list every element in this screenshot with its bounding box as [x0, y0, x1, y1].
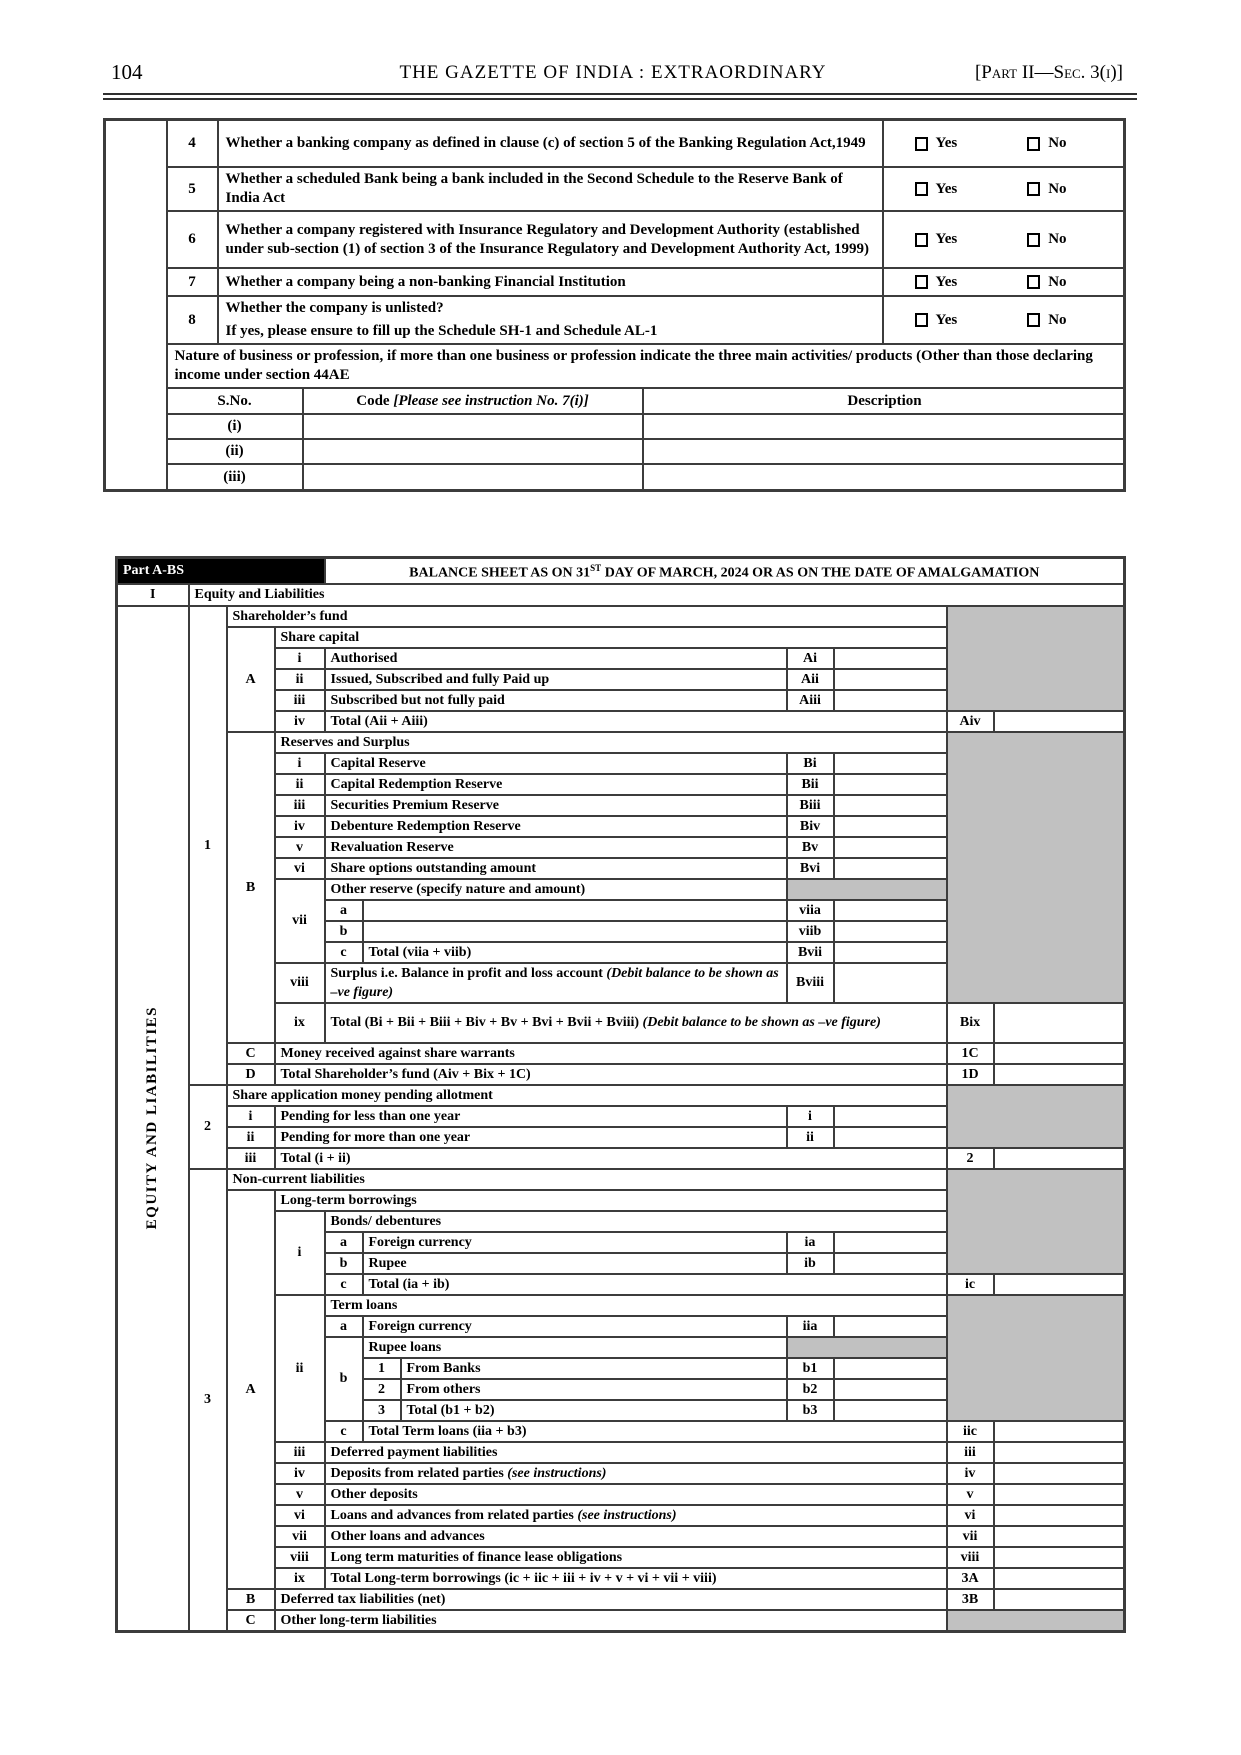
business-table-row	[168, 414, 1125, 439]
no-checkbox[interactable]	[1027, 233, 1040, 247]
description-header: Description	[643, 388, 1125, 414]
bs-row	[117, 1043, 1125, 1064]
bs-item-label: Other reserve (specify nature and amount)	[325, 879, 787, 900]
bs-section-label: Term loans	[325, 1295, 947, 1316]
no-option[interactable]	[1027, 273, 1066, 292]
bs-row	[117, 606, 1125, 627]
bs-index-cell: vii	[275, 1526, 325, 1547]
bs-gray-cell	[947, 1610, 1125, 1632]
bs-value-box[interactable]	[994, 711, 1125, 732]
yes-no-cell	[883, 211, 1125, 268]
bs-index-cell: ii	[275, 1295, 325, 1442]
question-text: Whether a company being a non-banking Financial Institution	[218, 268, 883, 296]
bs-index-cell: iv	[275, 711, 325, 732]
bs-section-label: Bonds/ debentures	[325, 1211, 947, 1232]
no-label: No	[1048, 311, 1067, 328]
bs-code-label: Aiv	[947, 711, 994, 732]
no-option[interactable]	[1027, 311, 1066, 330]
bs-side-label-cell	[117, 606, 189, 1632]
bs-index-cell: 3	[189, 1169, 227, 1632]
bs-code-label: 1C	[947, 1043, 994, 1064]
bs-index-cell: c	[325, 1421, 363, 1442]
business-code-cell[interactable]	[303, 414, 643, 439]
bs-value-box[interactable]	[994, 1505, 1125, 1526]
bs-item-label: Share options outstanding amount	[325, 858, 787, 879]
bs-fill-box[interactable]	[363, 900, 787, 921]
equity-liabilities-side-label: EQUITY AND LIABILITIES	[144, 1006, 161, 1230]
bs-item-label: Deposits from related parties (see instructions)	[325, 1463, 947, 1484]
bs-index-cell: iv	[275, 816, 325, 837]
bs-code-label: iia	[787, 1316, 834, 1337]
bs-value-box[interactable]	[994, 1526, 1125, 1547]
no-option[interactable]	[1027, 230, 1066, 249]
bs-index-cell: i	[227, 1106, 275, 1127]
bs-code-label: Bvi	[787, 858, 834, 879]
left-margin-cell	[105, 120, 167, 491]
bs-row	[117, 732, 1125, 753]
bs-index-cell: a	[325, 900, 363, 921]
bs-row	[117, 1085, 1125, 1106]
question-text: Whether a company registered with Insurance Regulatory and Development Authority (established under sub-section (1) of section 3 of the Insurance Regulatory and Development Authority Act, 1999)	[218, 211, 883, 268]
question-number: 8	[168, 296, 218, 344]
yes-option[interactable]	[915, 230, 958, 249]
yes-label: Yes	[935, 311, 958, 328]
question-number: 5	[168, 167, 218, 211]
bs-code-label: Bviii	[787, 963, 834, 1003]
bs-value-box[interactable]	[994, 1043, 1125, 1064]
yes-checkbox[interactable]	[915, 313, 928, 327]
bs-index-cell: 2	[189, 1085, 227, 1169]
bs-index-cell: c	[325, 1274, 363, 1295]
bs-value-box[interactable]	[994, 1568, 1125, 1589]
bs-code-label: Bvii	[787, 942, 834, 963]
bs-gray-cell	[787, 1337, 947, 1358]
bs-value-box[interactable]	[834, 921, 947, 942]
bs-value-box[interactable]	[834, 753, 947, 774]
bs-value-box[interactable]	[834, 774, 947, 795]
balance-sheet-table	[115, 556, 1126, 1633]
bs-item-label: Capital Reserve	[325, 753, 787, 774]
bs-value-box[interactable]	[834, 942, 947, 963]
bs-value-box[interactable]	[834, 648, 947, 669]
question-row	[168, 268, 1125, 296]
bs-code-label: i	[787, 1106, 834, 1127]
bs-value-box[interactable]	[834, 1106, 947, 1127]
bs-index-cell: ix	[275, 1568, 325, 1589]
business-table-row	[168, 464, 1125, 489]
bs-value-box[interactable]	[994, 1003, 1125, 1043]
bs-index-cell: A	[227, 1190, 275, 1589]
bs-gray-cell	[947, 1085, 1125, 1148]
code-header: Code [Please see instruction No. 7(i)]	[303, 388, 643, 414]
bs-index-cell: b	[325, 1253, 363, 1274]
bs-item-label: Rupee loans	[363, 1337, 787, 1358]
bs-item-label: Foreign currency	[363, 1232, 787, 1253]
bs-value-box[interactable]	[834, 837, 947, 858]
yes-checkbox[interactable]	[915, 275, 928, 289]
question-number: 7	[168, 268, 218, 296]
bs-index-cell: D	[227, 1064, 275, 1085]
bs-value-box[interactable]	[834, 669, 947, 690]
bs-index-cell: ii	[275, 669, 325, 690]
section-roman-numeral: I	[117, 584, 189, 606]
part-a-bs-label: Part A-BS	[117, 558, 325, 584]
bs-value-box[interactable]	[994, 1484, 1125, 1505]
bs-index-cell: 1	[363, 1358, 401, 1379]
bs-value-box[interactable]	[834, 963, 947, 1003]
page-header	[103, 58, 1123, 88]
bs-gray-cell	[947, 1295, 1125, 1421]
bs-item-label: Other loans and advances	[325, 1526, 947, 1547]
company-questions-table	[103, 118, 1126, 492]
bs-value-box[interactable]	[994, 1148, 1125, 1169]
bs-code-label: vi	[947, 1505, 994, 1526]
bs-value-box[interactable]	[834, 1316, 947, 1337]
question-text: Whether the company is unlisted? If yes, please ensure to fill up the Schedule SH-1 and Schedule AL-1	[218, 296, 883, 344]
bs-row	[117, 1064, 1125, 1085]
bs-value-box[interactable]	[834, 1127, 947, 1148]
bs-code-label: iii	[947, 1442, 994, 1463]
bs-code-label: Bv	[787, 837, 834, 858]
header-double-rule	[103, 93, 1137, 100]
bs-item-label: Total (viia + viib)	[363, 942, 787, 963]
bs-gray-cell	[947, 732, 1125, 1003]
section-header-row	[117, 584, 1125, 606]
bs-gray-cell	[787, 879, 947, 900]
bs-index-cell: viii	[275, 963, 325, 1003]
bs-row	[117, 1148, 1125, 1169]
yes-checkbox[interactable]	[915, 233, 928, 247]
bs-index-cell: 1	[189, 606, 227, 1085]
yes-label: Yes	[935, 273, 958, 290]
bs-item-label: Deferred tax liabilities (net)	[275, 1589, 947, 1610]
business-table-header-row	[168, 388, 1125, 414]
bs-index-cell: B	[227, 1589, 275, 1610]
bs-code-label: Ai	[787, 648, 834, 669]
bs-row	[117, 1169, 1125, 1190]
bs-item-label: Total Long-term borrowings (ic + iic + iii + iv + v + vi + vii + viii)	[325, 1568, 947, 1589]
bs-index-cell: C	[227, 1610, 275, 1632]
sno-header: S.No.	[168, 388, 303, 414]
bs-index-cell: 3	[363, 1400, 401, 1421]
no-checkbox[interactable]	[1027, 275, 1040, 289]
bs-code-label: v	[947, 1484, 994, 1505]
bs-code-label: ii	[787, 1127, 834, 1148]
bs-item-label: Securities Premium Reserve	[325, 795, 787, 816]
bs-code-label: Aii	[787, 669, 834, 690]
bs-value-box[interactable]	[834, 795, 947, 816]
question-text: Whether a scheduled Bank being a bank included in the Second Schedule to the Reserve Bank of India Act	[218, 167, 883, 211]
bs-item-label: Surplus i.e. Balance in profit and loss account (Debit balance to be shown as –ve figure)	[325, 963, 787, 1003]
bs-section-label: Reserves and Surplus	[275, 732, 947, 753]
bs-value-box[interactable]	[994, 1547, 1125, 1568]
bs-value-box[interactable]	[834, 1358, 947, 1379]
bs-section-label: Share application money pending allotment	[227, 1085, 947, 1106]
bs-item-label: Authorised	[325, 648, 787, 669]
bs-value-box[interactable]	[994, 1589, 1125, 1610]
bs-code-label: ib	[787, 1253, 834, 1274]
bs-code-label: b1	[787, 1358, 834, 1379]
page-number: 104	[111, 60, 143, 84]
gazette-title: THE GAZETTE OF INDIA : EXTRAORDINARY	[399, 62, 827, 83]
bs-index-cell: iii	[275, 690, 325, 711]
bs-value-box[interactable]	[994, 1463, 1125, 1484]
bs-index-cell: v	[275, 837, 325, 858]
bs-section-label: Share capital	[275, 627, 947, 648]
bs-value-box[interactable]	[834, 816, 947, 837]
bs-row	[117, 1589, 1125, 1610]
bs-value-box[interactable]	[994, 1064, 1125, 1085]
balance-sheet-title: BALANCE SHEET AS ON 31ST DAY OF MARCH, 2024 OR AS ON THE DATE OF AMALGAMATION	[325, 558, 1125, 584]
yes-option[interactable]	[915, 273, 958, 292]
no-label: No	[1048, 135, 1067, 151]
bs-code-label: ia	[787, 1232, 834, 1253]
bs-item-label: Deferred payment liabilities	[325, 1442, 947, 1463]
bs-code-label: Bii	[787, 774, 834, 795]
bs-index-cell: a	[325, 1232, 363, 1253]
bs-item-label: Long term maturities of finance lease obligations	[325, 1547, 947, 1568]
sno-cell: (ii)	[168, 439, 303, 464]
bs-value-box[interactable]	[994, 1274, 1125, 1295]
bs-index-cell: iii	[275, 795, 325, 816]
business-description-cell[interactable]	[643, 439, 1125, 464]
yes-option[interactable]	[915, 134, 958, 153]
question-row	[168, 167, 1125, 211]
yes-no-cell	[883, 121, 1125, 167]
no-label: No	[1048, 180, 1067, 197]
bs-code-label: 3B	[947, 1589, 994, 1610]
bs-gray-cell	[947, 606, 1125, 711]
bs-value-box[interactable]	[834, 1379, 947, 1400]
bs-index-cell: v	[275, 1484, 325, 1505]
bs-code-label: Bix	[947, 1003, 994, 1043]
questions-container	[167, 120, 1125, 491]
bs-item-label: Total Shareholder’s fund (Aiv + Bix + 1C)	[275, 1064, 947, 1085]
bs-index-cell: iv	[275, 1463, 325, 1484]
bs-value-box[interactable]	[994, 1442, 1125, 1463]
yes-no-cell	[883, 268, 1125, 296]
bs-index-cell: vii	[275, 879, 325, 963]
bs-value-box[interactable]	[834, 858, 947, 879]
bs-item-label: Rupee	[363, 1253, 787, 1274]
bs-index-cell: i	[275, 648, 325, 669]
bs-row	[117, 1610, 1125, 1632]
yes-option[interactable]	[915, 311, 958, 330]
bs-value-box[interactable]	[834, 1253, 947, 1274]
question-number: 6	[168, 211, 218, 268]
bs-index-cell: b	[325, 921, 363, 942]
bs-item-label: Total (ia + ib)	[363, 1274, 947, 1295]
bs-code-label: vii	[947, 1526, 994, 1547]
bs-index-cell: ii	[275, 774, 325, 795]
bs-code-label: 3A	[947, 1568, 994, 1589]
yes-option[interactable]	[915, 180, 958, 199]
bs-index-cell: i	[275, 1211, 325, 1295]
bs-item-label: Total (Bi + Bii + Biii + Biv + Bv + Bvi + Bvii + Bviii) (Debit balance to be shown as –ve figure)	[325, 1003, 947, 1043]
bs-index-cell: iii	[275, 1442, 325, 1463]
bs-value-box[interactable]	[834, 690, 947, 711]
bs-code-label: viib	[787, 921, 834, 942]
yes-label: Yes	[935, 135, 958, 151]
bs-gray-cell	[947, 1169, 1125, 1274]
nature-of-business-text: Nature of business or profession, if more than one business or profession indicate the three main activities/ products (Other than those declaring income under section 44AE	[168, 344, 1125, 388]
bs-item-label: Money received against share warrants	[275, 1043, 947, 1064]
bs-item-label: Capital Redemption Reserve	[325, 774, 787, 795]
bs-item-label: Foreign currency	[363, 1316, 787, 1337]
bs-code-label: b2	[787, 1379, 834, 1400]
bs-item-label: Pending for more than one year	[275, 1127, 787, 1148]
part-header-row	[117, 558, 1125, 584]
bs-code-label: viii	[947, 1547, 994, 1568]
no-checkbox[interactable]	[1027, 313, 1040, 327]
bs-item-label: Loans and advances from related parties (see instructions)	[325, 1505, 947, 1526]
bs-index-cell: viii	[275, 1547, 325, 1568]
no-checkbox[interactable]	[1027, 182, 1040, 196]
bs-item-label: Total (i + ii)	[275, 1148, 947, 1169]
business-table-row	[168, 439, 1125, 464]
no-label: No	[1048, 273, 1067, 290]
bs-index-cell: a	[325, 1316, 363, 1337]
question-row	[168, 121, 1125, 167]
bs-index-cell: A	[227, 627, 275, 732]
bs-item-label: Subscribed but not fully paid	[325, 690, 787, 711]
question-text: Whether a banking company as defined in clause (c) of section 5 of the Banking Regulation Act,1949	[218, 121, 883, 167]
bs-index-cell: b	[325, 1337, 363, 1421]
bs-item-label: Other long-term liabilities	[275, 1610, 947, 1632]
business-code-cell[interactable]	[303, 464, 643, 489]
bs-code-label: 1D	[947, 1064, 994, 1085]
business-code-cell[interactable]	[303, 439, 643, 464]
bs-code-label: viia	[787, 900, 834, 921]
yes-checkbox[interactable]	[915, 137, 928, 151]
bs-code-label: ic	[947, 1274, 994, 1295]
bs-code-label: Aiii	[787, 690, 834, 711]
bs-value-box[interactable]	[994, 1421, 1125, 1442]
bs-item-label: Total (b1 + b2)	[401, 1400, 787, 1421]
bs-item-label: Issued, Subscribed and fully Paid up	[325, 669, 787, 690]
bs-section-label: Shareholder’s fund	[227, 606, 947, 627]
yes-no-cell	[883, 167, 1125, 211]
yes-no-cell	[883, 296, 1125, 344]
yes-checkbox[interactable]	[915, 182, 928, 196]
yes-label: Yes	[935, 231, 958, 247]
bs-index-cell: B	[227, 732, 275, 1043]
bs-item-label: Debenture Redemption Reserve	[325, 816, 787, 837]
bs-index-cell: vi	[275, 858, 325, 879]
bs-index-cell: ix	[275, 1003, 325, 1043]
bs-item-label: Other deposits	[325, 1484, 947, 1505]
bs-code-label: b3	[787, 1400, 834, 1421]
bs-index-cell: i	[275, 753, 325, 774]
bs-item-label: Total (Aii + Aiii)	[325, 711, 947, 732]
bs-code-label: Biii	[787, 795, 834, 816]
bs-item-label: Pending for less than one year	[275, 1106, 787, 1127]
bs-value-box[interactable]	[834, 1400, 947, 1421]
no-checkbox[interactable]	[1027, 137, 1040, 151]
business-description-cell[interactable]	[643, 464, 1125, 489]
business-description-cell[interactable]	[643, 414, 1125, 439]
question-row	[168, 211, 1125, 268]
no-label: No	[1048, 231, 1067, 247]
bs-code-label: iic	[947, 1421, 994, 1442]
bs-code-label: iv	[947, 1463, 994, 1484]
bs-section-label: Long-term borrowings	[275, 1190, 947, 1211]
no-option[interactable]	[1027, 180, 1066, 199]
question-row	[168, 296, 1125, 344]
bs-item-label: From others	[401, 1379, 787, 1400]
sno-cell: (i)	[168, 414, 303, 439]
bs-index-cell: C	[227, 1043, 275, 1064]
bs-index-cell: c	[325, 942, 363, 963]
bs-item-label: Total Term loans (iia + b3)	[363, 1421, 947, 1442]
bs-code-label: Biv	[787, 816, 834, 837]
bs-fill-box[interactable]	[363, 921, 787, 942]
bs-section-label: Non-current liabilities	[227, 1169, 947, 1190]
question-number: 4	[168, 121, 218, 167]
bs-value-box[interactable]	[834, 1232, 947, 1253]
yes-label: Yes	[935, 180, 958, 197]
bs-code-label: Bi	[787, 753, 834, 774]
sno-cell: (iii)	[168, 464, 303, 489]
bs-index-cell: vi	[275, 1505, 325, 1526]
bs-index-cell: ii	[227, 1127, 275, 1148]
bs-value-box[interactable]	[834, 900, 947, 921]
bs-code-label: 2	[947, 1148, 994, 1169]
part-section-label: [Part II—Sec. 3(i)]	[974, 62, 1123, 83]
bs-item-label: Revaluation Reserve	[325, 837, 787, 858]
nature-of-business-row	[168, 344, 1125, 388]
bs-index-cell: 2	[363, 1379, 401, 1400]
bs-index-cell: iii	[227, 1148, 275, 1169]
bs-item-label: From Banks	[401, 1358, 787, 1379]
no-option[interactable]	[1027, 134, 1066, 153]
section-title: Equity and Liabilities	[189, 584, 1125, 606]
